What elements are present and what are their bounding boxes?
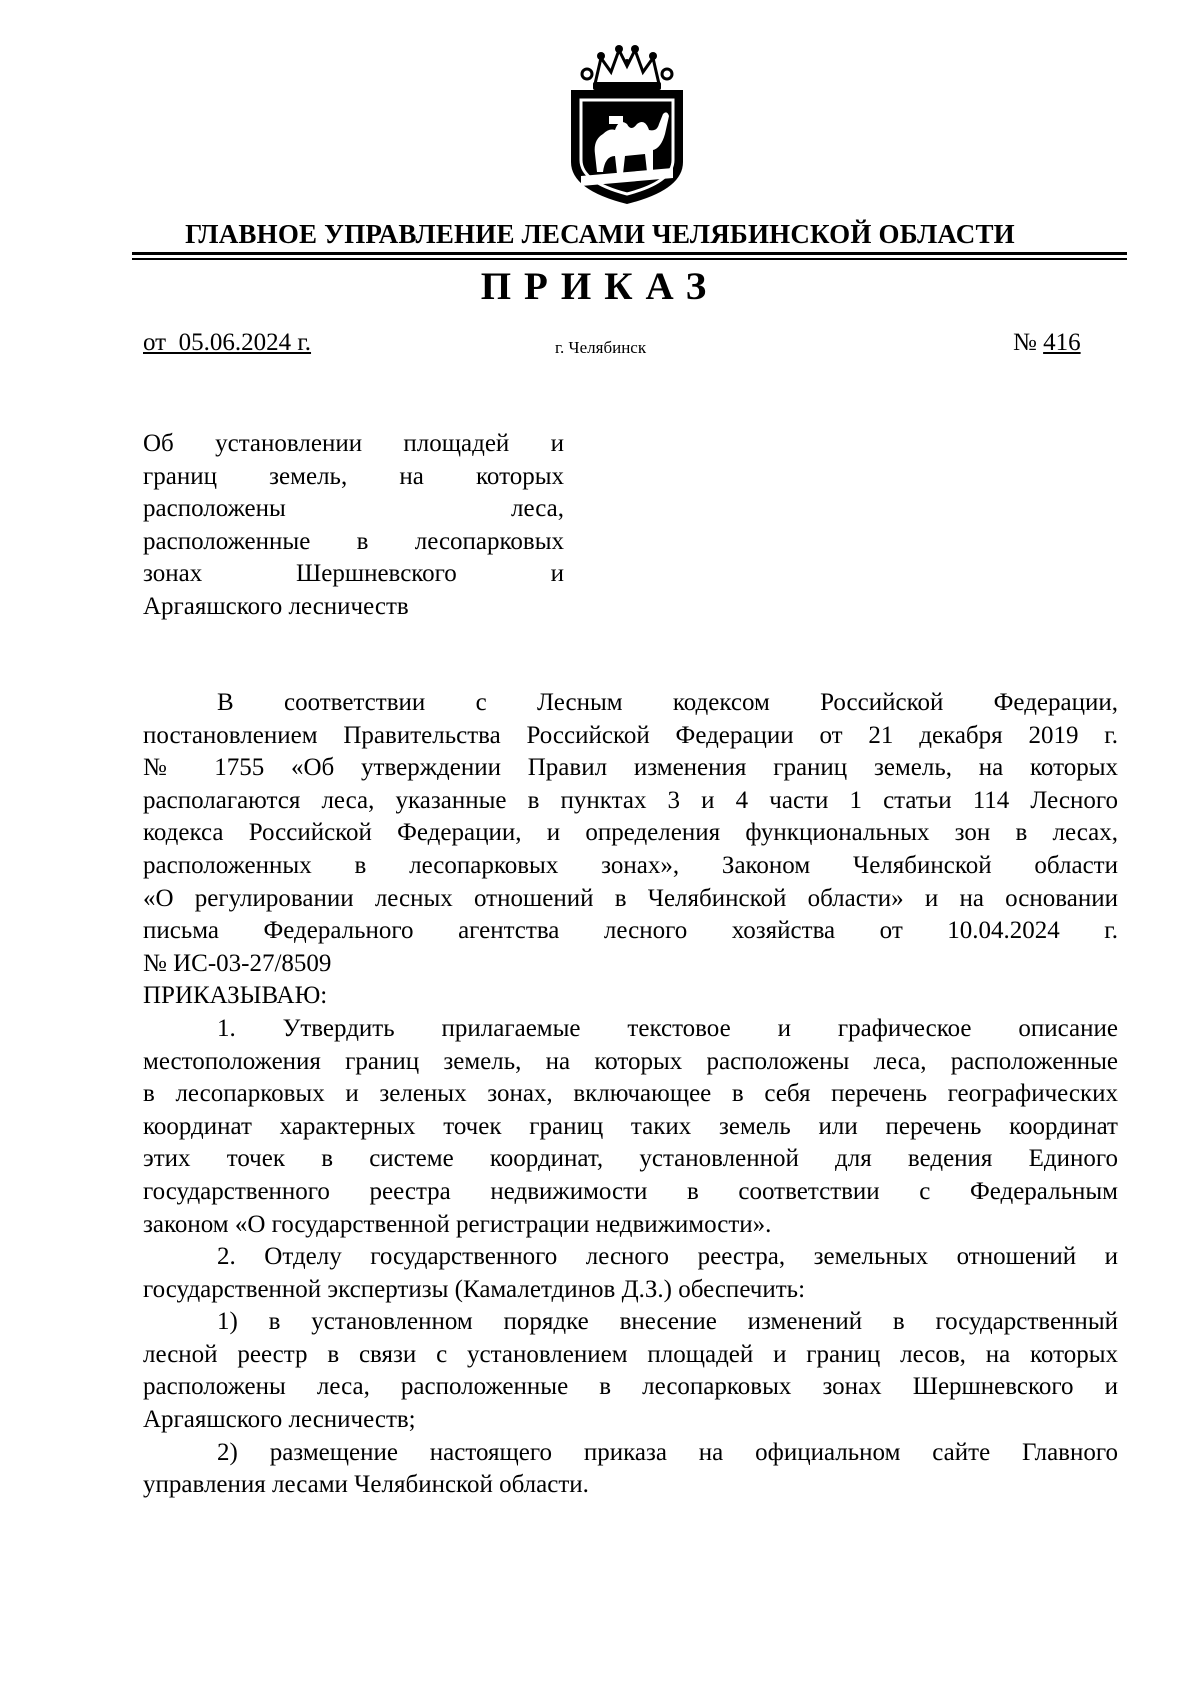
body-line: 2) размещение настоящего приказа на официальном сайте Главного <box>217 1438 1118 1466</box>
body-line: 2. Отделу государственного лесного реестра, земельных отношений и <box>217 1243 1118 1271</box>
body-line: лесной реестр в связи с установлением площадей и границ лесов, на которых <box>143 1340 1118 1368</box>
order-number <box>1013 329 1081 357</box>
body-line: местоположения границ земель, на которых расположены леса, расположенные <box>143 1047 1118 1075</box>
subject-line: границ земель, на которых <box>143 462 564 490</box>
order-city: г. Челябинск <box>555 338 647 357</box>
body-line: в лесопарковых и зеленых зонах, включающее в себя перечень географических <box>143 1080 1118 1108</box>
header-rule-thick <box>132 252 1127 255</box>
header-rule-thin <box>132 258 1127 260</box>
order-number-prefix: № <box>1013 329 1044 356</box>
order-body <box>143 687 1118 1502</box>
document-type-title: ПРИКАЗ <box>480 265 720 308</box>
body-line: располагаются леса, указанные в пунктах 3 и 4 части 1 статьи 114 Лесного <box>143 786 1118 814</box>
coat-of-arms-emblem <box>565 44 689 208</box>
subject-line: Об установлении площадей и <box>143 430 564 457</box>
subject-line: Аргаяшского лесничеств <box>143 592 409 620</box>
order-number-value: 416 <box>1043 329 1081 356</box>
item-1-paragraph <box>143 1013 1118 1241</box>
body-line: В соответствии с Лесным кодексом Российской Федерации, <box>217 689 1118 716</box>
body-line: этих точек в системе координат, установленной для ведения Единого <box>143 1145 1118 1173</box>
order-subject <box>143 428 564 623</box>
body-line: расположены леса, расположенные в лесопарковых зонах Шершневского и <box>143 1373 1118 1401</box>
body-line: государственного реестра недвижимости в соответствии с Федеральным <box>143 1177 1118 1205</box>
subject-line: зонах Шершневского и <box>143 560 564 587</box>
order-word <box>143 980 1118 1013</box>
body-line: государственной экспертизы (Камалетдинов Д.З.) обеспечить: <box>143 1275 806 1303</box>
body-line: ПРИКАЗЫВАЮ: <box>143 982 328 1010</box>
order-date: от 05.06.2024 г. <box>143 329 312 356</box>
body-line: № ИС-03-27/8509 <box>143 949 332 977</box>
body-line: Аргаяшского лесничеств; <box>143 1406 416 1434</box>
preamble-paragraph <box>143 687 1118 980</box>
body-line: постановлением Правительства Российской Федерации от 21 декабря 2019 г. <box>143 721 1118 749</box>
subject-line: расположены леса, <box>143 495 564 522</box>
body-line: законом «О государственной регистрации недвижимости». <box>143 1210 772 1238</box>
crown-icon <box>582 45 672 90</box>
subject-line: расположенные в лесопарковых <box>143 527 564 555</box>
body-line: письма Федерального агентства лесного хозяйства от 10.04.2024 г. <box>143 917 1118 945</box>
body-line: управления лесами Челябинской области. <box>143 1471 589 1499</box>
body-line: «О регулировании лесных отношений в Челябинской области» и на основании <box>143 884 1118 912</box>
organization-name: ГЛАВНОЕ УПРАВЛЕНИЕ ЛЕСАМИ ЧЕЛЯБИНСКОЙ ОБЛАСТИ <box>185 219 1015 249</box>
body-line: 1. Утвердить прилагаемые текстовое и графическое описание <box>217 1014 1118 1042</box>
body-line: координат характерных точек границ таких земель или перечень координат <box>143 1112 1118 1140</box>
item-2-paragraph <box>143 1241 1118 1306</box>
body-line: № 1755 «Об утверждении Правил изменения границ земель, на которых <box>143 754 1118 782</box>
body-line: 1) в установленном порядке внесение изменений в государственный <box>217 1308 1118 1336</box>
item-2-1-paragraph <box>143 1306 1118 1436</box>
body-line: расположенных в лесопарковых зонах», Законом Челябинской области <box>143 851 1118 879</box>
body-line: кодекса Российской Федерации, и определения функциональных зон в лесах, <box>143 819 1118 847</box>
item-2-2-paragraph <box>143 1437 1118 1502</box>
